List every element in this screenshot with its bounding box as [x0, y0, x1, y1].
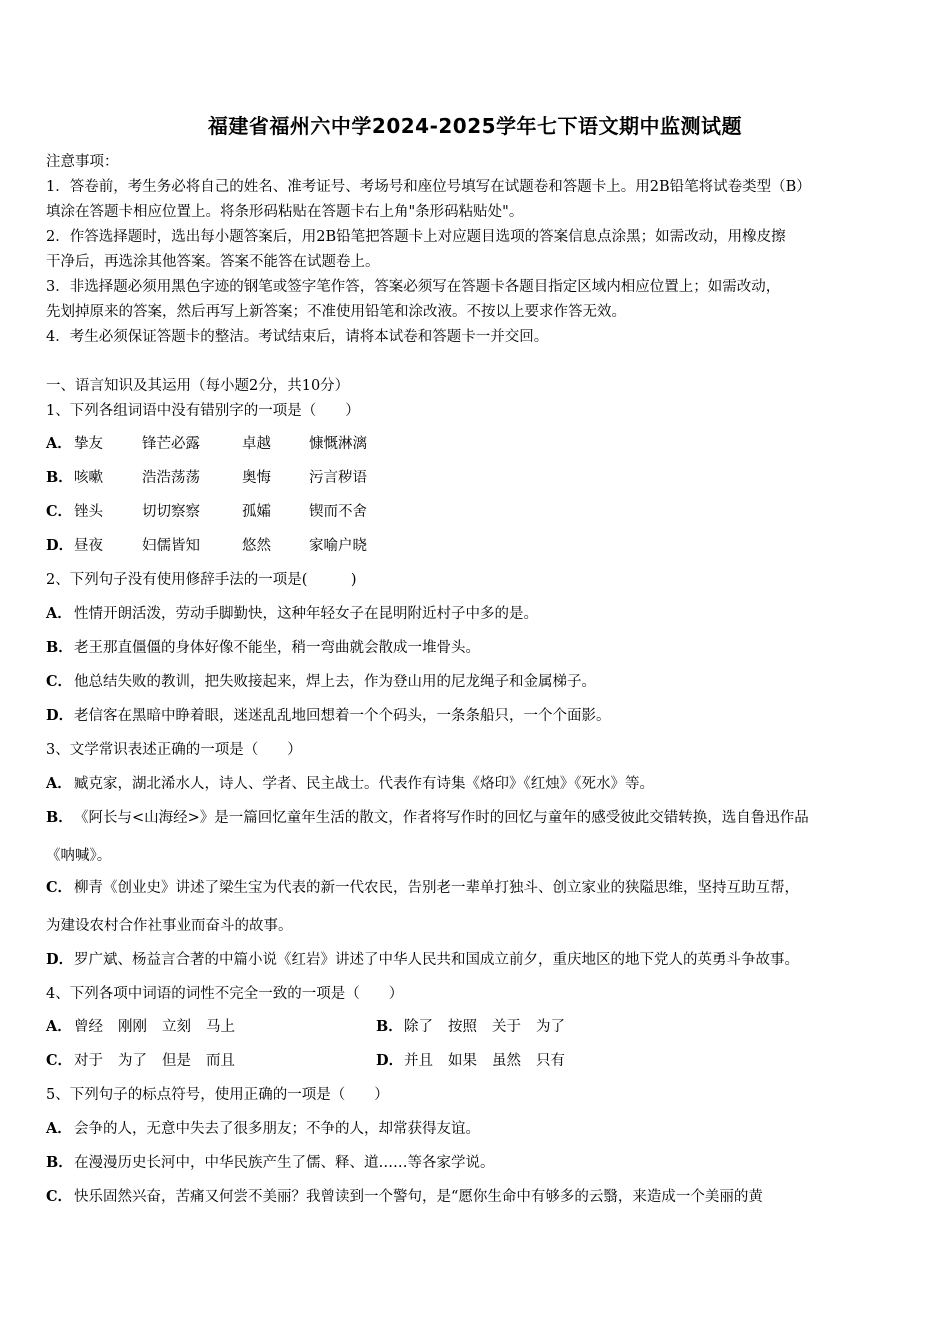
option-text: 会争的人，无意中失去了很多朋友；不争的人，却常获得友谊。 [74, 1121, 480, 1137]
option-text: 老王那直僵僵的身体好像不能坐，稍一弯曲就会散成一堆骨头。 [74, 640, 480, 656]
q2-option-a [46, 604, 538, 624]
option-word: 锋芒必露 [142, 436, 200, 452]
option-word: 挚友 [74, 436, 103, 452]
option-word: 对于 [74, 1053, 103, 1069]
option-text: 老信客在黑暗中睁着眼，迷迷乱乱地回想着一个个码头，一条条船只，一个个面影。 [74, 708, 611, 724]
q1-option-c [46, 502, 367, 522]
notice-line: 2．作答选择题时，选出每小题答案后，用2B铅笔把答题卡上对应题目选项的答案信息点涂黑；如需改动，用橡皮擦 [46, 229, 786, 245]
option-word: 只有 [536, 1053, 565, 1069]
option-word: 曾经 [74, 1019, 103, 1035]
q3-option-d [46, 950, 799, 970]
option-word: 按照 [448, 1019, 477, 1035]
option-label: B． [46, 1154, 73, 1171]
option-label: A． [46, 435, 72, 452]
q1-option-d [46, 536, 367, 556]
option-word: 虽然 [492, 1053, 521, 1069]
option-text: 他总结失败的教训，把失败接起来，焊上去，作为登山用的尼龙绳子和金属梯子。 [74, 674, 596, 690]
option-word: 浩浩荡荡 [142, 470, 200, 486]
option-text: 在漫漫历史长河中，中华民族产生了儒、释、道……等各家学说。 [74, 1155, 495, 1171]
option-word: 污言秽语 [309, 470, 367, 486]
option-text: 臧克家，湖北浠水人，诗人、学者、民主战士。代表作有诗集《烙印》《红烛》《死水》等。 [74, 776, 654, 792]
q1-option-a [46, 434, 367, 454]
q2-option-b [46, 638, 480, 658]
q4-option-b [376, 1017, 580, 1037]
q1-option-b [46, 468, 367, 488]
q4-option-d [376, 1051, 580, 1071]
section-heading: 一、语言知识及其运用（每小题2分，共10分） [46, 378, 350, 394]
option-label: A． [46, 775, 72, 792]
option-word: 卓越 [242, 436, 271, 452]
notice-line: 干净后，再选涂其他答案。答案不能答在试题卷上。 [46, 254, 380, 270]
option-word: 咳嗽 [74, 470, 103, 486]
q2-option-c [46, 672, 596, 692]
q3-option-c [46, 878, 799, 898]
option-text: 《阿长与<山海经>》是一篇回忆童年生活的散文，作者将写作时的回忆与童年的感受彼此交错转换，选自鲁迅作品 [74, 810, 809, 826]
option-word: 奥悔 [242, 470, 271, 486]
option-word: 慷慨淋漓 [309, 436, 367, 452]
notice-line: 填涂在答题卡相应位置上。将条形码粘贴在答题卡右上角"条形码粘贴处"。 [46, 204, 524, 220]
q3-option-c-cont: 为建设农村合作社事业而奋斗的故事。 [46, 918, 293, 934]
option-label: D． [46, 951, 74, 968]
option-label: B． [46, 809, 73, 826]
question-5-stem: 5、下列句子的标点符号，使用正确的一项是（ ） [46, 1087, 389, 1103]
option-label: C． [46, 503, 73, 520]
option-label: C． [46, 673, 73, 690]
option-word: 并且 [404, 1053, 433, 1069]
option-text: 快乐固然兴奋，苦痛又何尝不美丽？我曾读到一个警句，是“愿你生命中有够多的云翳，来造成一个美丽的黄 [74, 1189, 763, 1205]
option-word: 除了 [404, 1019, 433, 1035]
question-4-stem: 4、下列各项中词语的词性不完全一致的一项是（ ） [46, 986, 404, 1002]
option-label: C． [46, 1188, 73, 1205]
option-word: 立刻 [162, 1019, 191, 1035]
option-word: 锉头 [74, 504, 103, 520]
option-label: B． [46, 469, 73, 486]
option-label: A． [46, 1018, 72, 1035]
notice-line: 4．考生必须保证答题卡的整洁。考试结束后，请将本试卷和答题卡一并交回。 [46, 329, 549, 345]
option-word: 如果 [448, 1053, 477, 1069]
option-label: D． [376, 1052, 404, 1069]
q2-option-d [46, 706, 611, 726]
q5-option-a [46, 1119, 480, 1139]
option-word: 关于 [492, 1019, 521, 1035]
question-1-stem: 1、下列各组词语中没有错别字的一项是（ ） [46, 403, 360, 419]
option-label: A． [46, 605, 72, 622]
question-2-stem: 2、下列句子没有使用修辞手法的一项是( ) [46, 572, 357, 588]
option-word: 昼夜 [74, 538, 103, 554]
option-label: B． [46, 639, 73, 656]
q3-option-a [46, 774, 654, 794]
q4-option-a [46, 1017, 250, 1037]
option-word: 锲而不舍 [309, 504, 367, 520]
notice-line: 先划掉原来的答案，然后再写上新答案；不准使用铅笔和涂改液。不按以上要求作答无效。 [46, 304, 626, 320]
option-text: 柳青《创业史》讲述了梁生宝为代表的新一代农民，告别老一辈单打独斗、创立家业的狭隘思维，坚持互助互帮， [74, 880, 799, 896]
option-label: B． [376, 1018, 403, 1035]
option-word: 为了 [536, 1019, 565, 1035]
q4-option-c [46, 1051, 250, 1071]
option-label: C． [46, 1052, 73, 1069]
option-word: 刚刚 [118, 1019, 147, 1035]
q5-option-c [46, 1187, 763, 1207]
question-3-stem: 3、文学常识表述正确的一项是（ ） [46, 742, 302, 758]
q3-option-b [46, 808, 809, 828]
q5-option-b [46, 1153, 495, 1173]
option-word: 孤孀 [242, 504, 271, 520]
option-label: C． [46, 879, 73, 896]
option-word: 而且 [206, 1053, 235, 1069]
notice-heading: 注意事项： [46, 154, 119, 170]
option-word: 切切察察 [142, 504, 200, 520]
option-label: D． [46, 707, 74, 724]
option-word: 悠然 [242, 538, 271, 554]
option-label: D． [46, 537, 74, 554]
option-word: 但是 [162, 1053, 191, 1069]
option-word: 为了 [118, 1053, 147, 1069]
option-text: 性情开朗活泼，劳动手脚勤快，这种年轻女子在昆明附近村子中多的是。 [74, 606, 538, 622]
option-word: 家喻户晓 [309, 538, 367, 554]
option-text: 罗广斌、杨益言合著的中篇小说《红岩》讲述了中华人民共和国成立前夕，重庆地区的地下党人的英勇斗争故事。 [74, 952, 799, 968]
notice-line: 3．非选择题必须用黑色字迹的钢笔或签字笔作答，答案必须写在答题卡各题目指定区域内相应位置上；如需改动， [46, 279, 781, 295]
option-label: A． [46, 1120, 72, 1137]
option-word: 马上 [206, 1019, 235, 1035]
page-title: 福建省福州六中学2024-2025学年七下语文期中监测试题 [207, 114, 743, 138]
notice-line: 1．答卷前，考生务必将自己的姓名、准考证号、考场号和座位号填写在试题卷和答题卡上。用2B铅笔将试卷类型（B） [46, 179, 811, 195]
option-word: 妇儒皆知 [142, 538, 200, 554]
q3-option-b-cont: 《呐喊》。 [46, 848, 112, 864]
